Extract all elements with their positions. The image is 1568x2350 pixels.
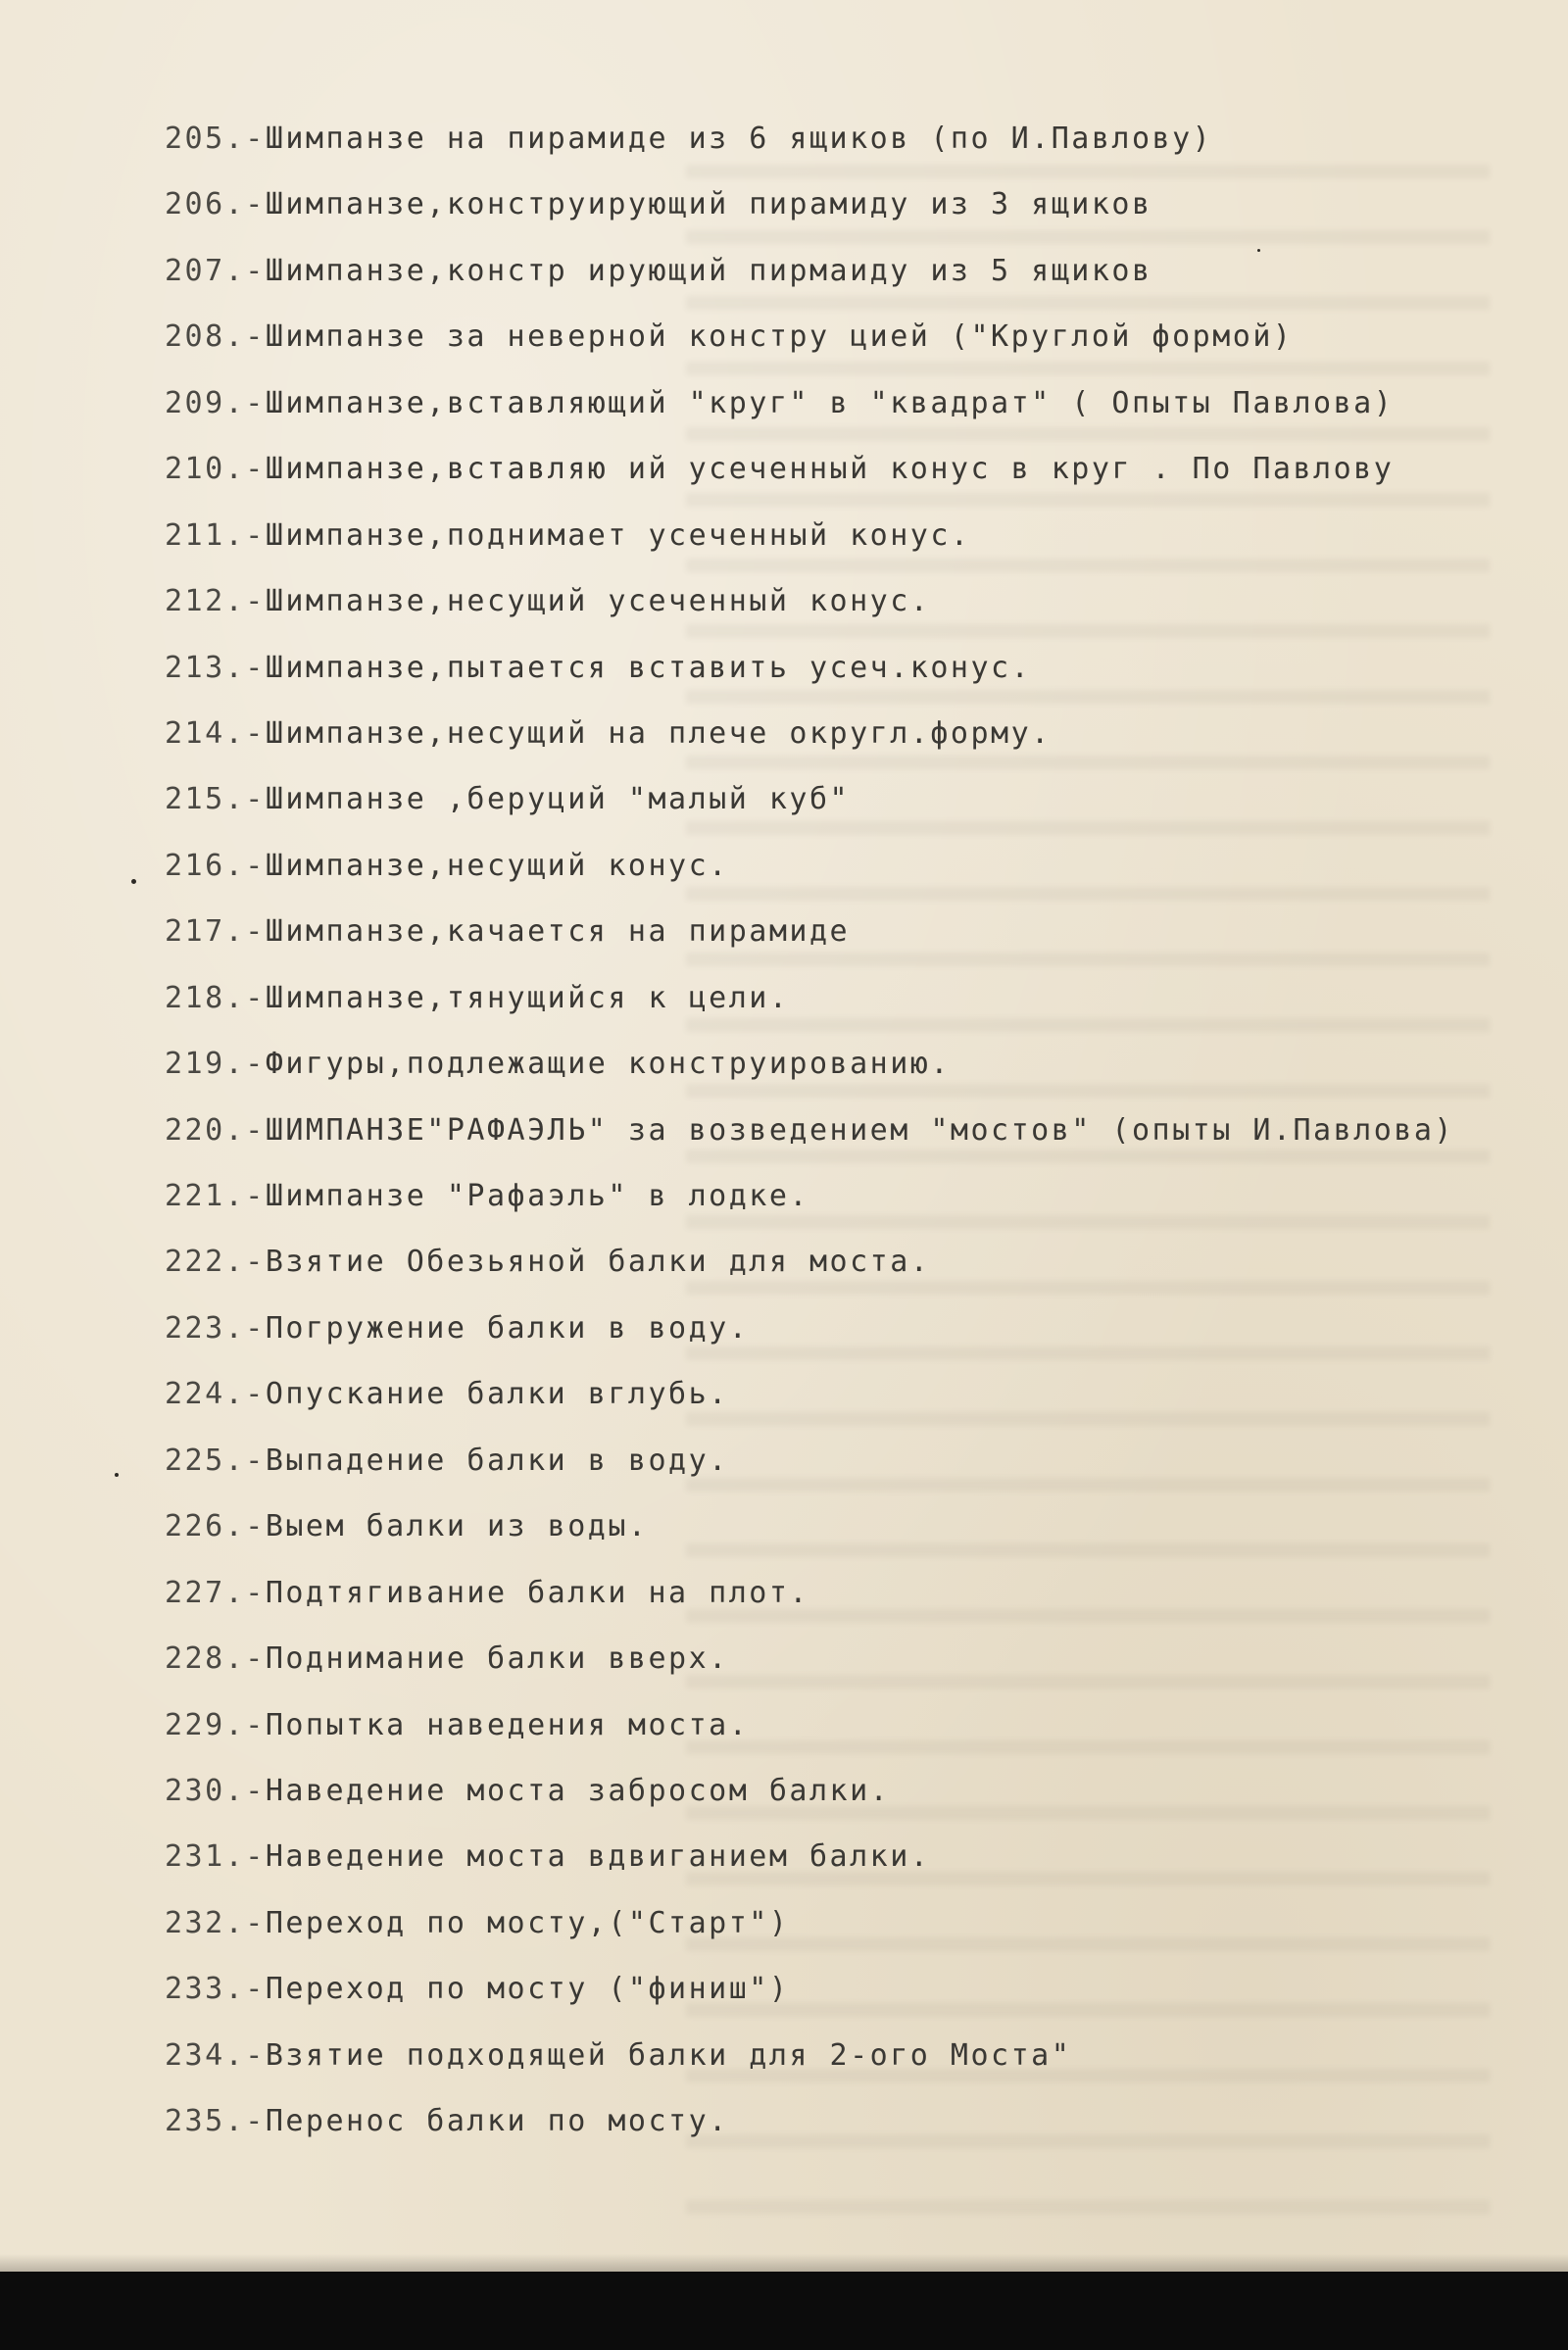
list-item [165,1098,1556,1163]
entry-text: Шимпанзе,поднимает усеченный конус. [265,517,971,553]
entry-number: 228.- [165,1641,266,1677]
list-item [165,701,1556,766]
entry-number: 233.- [165,1972,266,2007]
entry-number: 209.- [165,385,266,420]
entry-number: 226.- [165,1509,266,1544]
entry-number: 225.- [165,1443,266,1478]
list-item [165,1361,1556,1427]
entry-text: Подтягивание балки на плот. [265,1575,809,1610]
entry-text: ШИМПАНЗЕ"РАФАЭЛЬ" за возведением "мостов" (опыты И.Павлова) [265,1112,1454,1148]
entry-number: 206.- [165,187,266,222]
list-item [165,2088,1556,2154]
entry-number: 213.- [165,650,266,685]
ink-speck [131,879,136,884]
list-item [165,1296,1556,1361]
entry-number: 210.- [165,452,266,487]
entry-text: Шимпанзе на пирамиде из 6 ящиков (по И.Павлову) [265,122,1213,156]
ink-speck [1257,249,1260,252]
entry-number: 222.- [165,1245,266,1280]
entry-number: 224.- [165,1377,266,1412]
scan-bottom-border [0,2272,1568,2350]
list-item [165,965,1556,1031]
entry-text: Поднимание балки вверх. [265,1641,729,1677]
entry-text: Шимпанзе,пытается вставить усеч.конус. [265,650,1032,685]
entry-number: 217.- [165,914,266,950]
list-item [165,1890,1556,1956]
entry-number: 220.- [165,1112,266,1148]
entry-text: Переход по мосту,("Старт") [265,1905,790,1940]
entry-text: Шимпанзе,вставляю ий усеченный конус в круг . По Павлову [265,452,1395,487]
entry-text: Шимпанзе ,беруций "малый куб" [265,782,851,817]
entry-number: 208.- [165,319,266,355]
entry-number: 234.- [165,2037,266,2073]
entry-number: 214.- [165,715,266,751]
entry-text: Шимпанзе,несущий усеченный конус. [265,584,931,619]
list-item [165,1163,1556,1229]
entry-text: Наведение моста забросом балки. [265,1773,891,1808]
list-item [165,436,1556,502]
entry-number: 218.- [165,980,266,1015]
entry-text: Опускание балки вглубь. [265,1377,729,1412]
list-item [165,2023,1556,2088]
list-item [165,568,1556,634]
entry-text: Выпадение балки в воду. [265,1443,729,1478]
list-item [165,766,1556,832]
entry-text: Шимпанзе,качается на пирамиде [265,914,851,950]
entry-number: 229.- [165,1707,266,1742]
list-item [165,833,1556,899]
list-item [165,1428,1556,1493]
entry-text: Шимпанзе за неверной констру цией ("Круглой формой) [265,319,1294,355]
list-item [165,899,1556,964]
entry-text: Шимпанзе,вставляющий "круг" в "квадрат" ( Опыты Павлова) [265,385,1395,420]
entry-number: 212.- [165,584,266,619]
entry-text: Шимпанзе,несущий конус. [265,848,729,883]
entry-number: 211.- [165,517,266,553]
entry-text: Шимпанзе,констр ирующий пирмаиду из 5 ящиков [265,253,1152,288]
entry-text: Переход по мосту ("финиш") [265,1972,790,2007]
list-item [165,238,1556,304]
list-item [165,1031,1556,1097]
list-item [165,1824,1556,1889]
ink-speck [115,1473,119,1477]
list-item [165,171,1556,237]
entry-text: Фигуры,подлежащие конструированию. [265,1047,951,1082]
list-item [165,304,1556,369]
entry-number: 230.- [165,1773,266,1808]
entry-number: 227.- [165,1575,266,1610]
entry-number: 219.- [165,1047,266,1082]
entry-number: 235.- [165,2104,266,2139]
entry-text: Шимпанзе,тянущийся к цели. [265,980,790,1015]
list-item [165,1758,1556,1824]
entry-text: Взятие подходящей балки для 2-ого Моста" [265,2037,1072,2073]
list-item [165,370,1556,436]
entry-number: 205.- [165,122,266,156]
entry-text: Наведение моста вдвиганием балки. [265,1839,931,1875]
entry-text: Попытка наведения моста. [265,1707,750,1742]
entry-text: Шимпанзе,несущий на плече округл.форму. [265,715,1052,751]
list-item [165,635,1556,701]
entry-text: Погружение балки в воду. [265,1310,750,1346]
entry-number: 215.- [165,782,266,817]
list-item [165,503,1556,568]
list-item [165,1493,1556,1559]
entry-text: Выем балки из воды. [265,1509,649,1544]
entry-text: Шимпанзе,конструирующий пирамиду из 3 ящиков [265,187,1152,222]
list-item [165,1626,1556,1691]
entry-text: Шимпанзе "Рафаэль" в лодке. [265,1179,809,1213]
entry-text: Перенос балки по мосту. [265,2104,729,2139]
typed-entry-list [165,106,1556,2155]
list-item [165,1229,1556,1295]
entry-number: 221.- [165,1179,266,1213]
entry-number: 223.- [165,1310,266,1346]
list-item [165,1560,1556,1626]
list-item [165,1956,1556,2022]
entry-number: 207.- [165,253,266,288]
entry-number: 232.- [165,1905,266,1940]
page-edge-shadow [0,2254,1568,2272]
entry-number: 231.- [165,1839,266,1875]
entry-text: Взятие Обезьяной балки для моста. [265,1245,931,1280]
list-item [165,106,1556,171]
entry-number: 216.- [165,848,266,883]
list-item [165,1692,1556,1758]
